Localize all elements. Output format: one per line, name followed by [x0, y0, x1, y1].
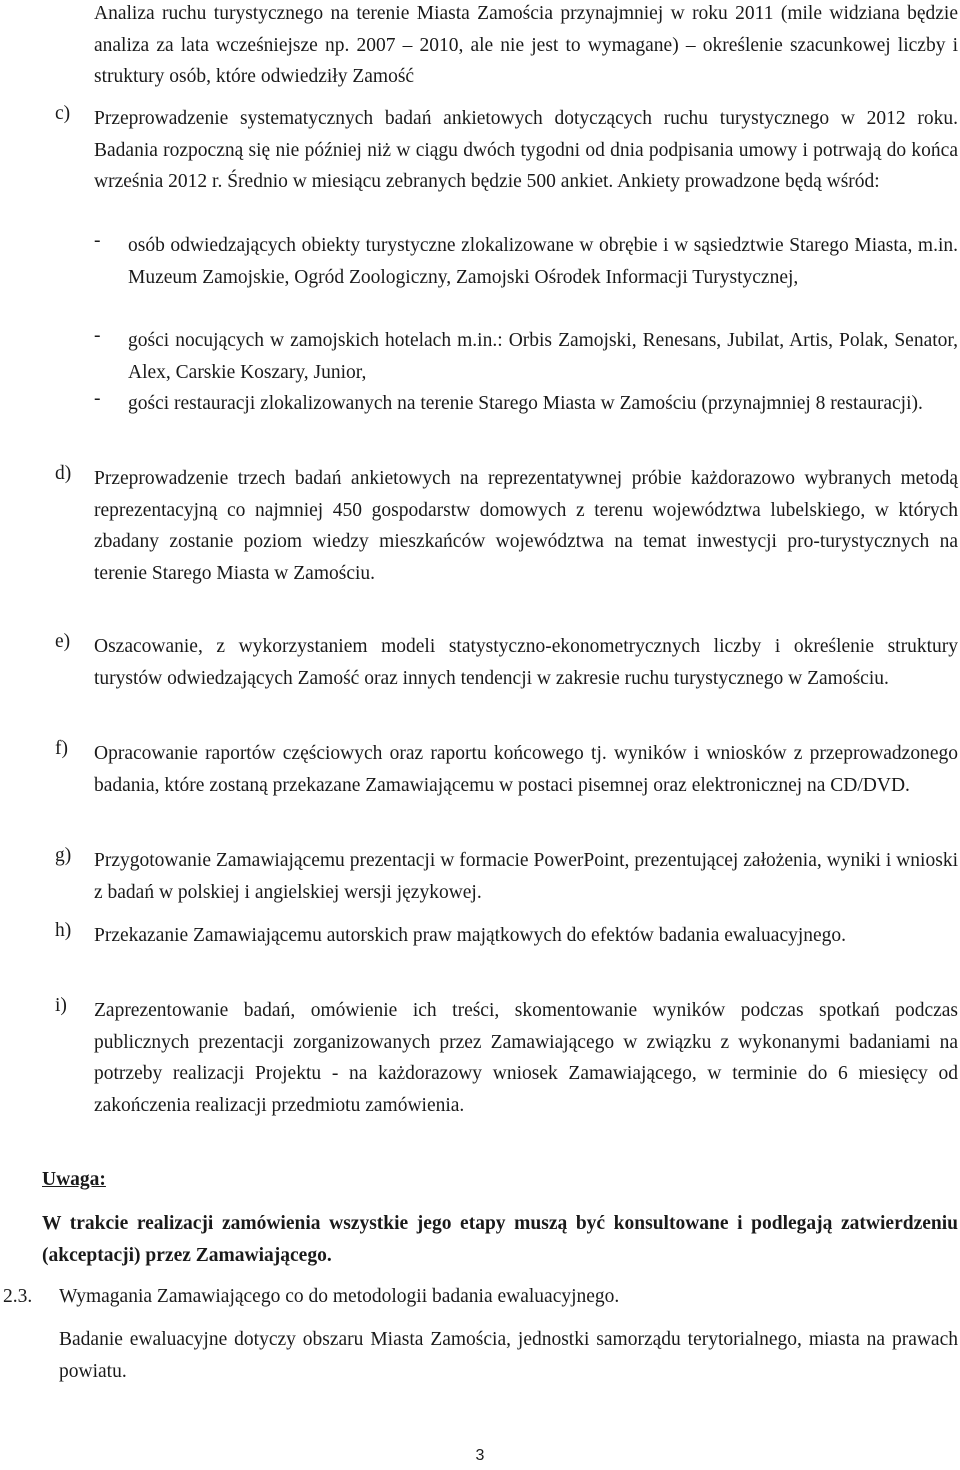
list-item-d	[55, 463, 958, 589]
list-label: h)	[55, 920, 72, 941]
note-text: W trakcie realizacji zamówienia wszystkie jego etapy muszą być konsultowane i podlegają zatwierdzeniu (akceptacji) przez Zamawiającego.	[42, 1213, 958, 1266]
section-number: 2.3.	[3, 1286, 33, 1307]
bullet-text: gości restauracji zlokalizowanych na terenie Starego Miasta w Zamościu (przynajmniej 8 restauracji).	[128, 393, 923, 414]
list-label: i)	[55, 995, 67, 1016]
bullet-item	[94, 230, 958, 293]
list-text: Zaprezentowanie badań, omówienie ich treści, skomentowanie wyników podczas spotkań podczas publicznych prezentacji zorganizowanych przez Zamawiającego w związku z wykonanymi badaniami na potrzeby realizacji Projektu - na każdorazowy wniosek Zamawiającego, w terminie do 6 miesięcy od zakończenia realizacji przedmiotu zamówienia.	[94, 1000, 958, 1116]
list-text: Oszacowanie, z wykorzystaniem modeli statystyczno-ekonometrycznych liczby i określenie struktury turystów odwiedzających Zamość oraz innych tendencji w zakresie ruchu turystycznego w Zamościu.	[94, 636, 958, 689]
list-label: g)	[55, 845, 72, 866]
list-label: d)	[55, 463, 72, 484]
note-heading: Uwaga:	[42, 1169, 106, 1190]
bullet-item	[94, 388, 958, 420]
bullet-dash: -	[94, 230, 101, 251]
bullet-dash: -	[94, 388, 101, 409]
list-text: Przygotowanie Zamawiającemu prezentacji w formacie PowerPoint, prezentującej założenia, wyniki i wnioski z badań w polskiej i angielskiej wersji językowej.	[94, 850, 958, 903]
list-label: e)	[55, 631, 71, 652]
bullet-text: osób odwiedzających obiekty turystyczne zlokalizowane w obrębie i w sąsiedztwie Starego Miasta, m.in. Muzeum Zamojskie, Ogród Zoologiczny, Zamojski Ośrodek Informacji Turystycznej,	[128, 235, 958, 288]
list-item-c	[55, 103, 958, 198]
bullet-text: gości nocujących w zamojskich hotelach m.in.: Orbis Zamojski, Renesans, Jubilat, Artis, Polak, Senator, Alex, Carskie Koszary, Junior,	[128, 330, 958, 383]
bullet-dash: -	[94, 325, 101, 346]
intro-paragraph: Analiza ruchu turystycznego na terenie Miasta Zamościa przynajmniej w roku 2011 (mile widziana będzie analiza za lata wcześniejsze np. 2007 – 2010, ale nie jest to wymagane) – określenie szacunkowej liczby i struktury osób, które odwiedziły Zamość	[94, 3, 958, 88]
list-item-e	[55, 631, 958, 694]
page-number: 3	[475, 1447, 485, 1464]
list-label: f)	[55, 738, 68, 759]
list-label: c)	[55, 103, 71, 124]
section-title: Wymagania Zamawiającego co do metodologii badania ewaluacyjnego.	[59, 1286, 620, 1307]
bullet-item	[94, 325, 958, 388]
list-text: Przeprowadzenie systematycznych badań ankietowych dotyczących ruchu turystycznego w 2012 roku. Badania rozpoczną się nie później niż w ciągu dwóch tygodni od dnia podpisania umowy i potrwają do końca września 2012 r. Średnio w miesiącu zebranych będzie 500 ankiet. Ankiety prowadzone będą wśród:	[94, 108, 958, 193]
list-item-i	[55, 995, 958, 1121]
list-text: Opracowanie raportów częściowych oraz raportu końcowego tj. wyników i wniosków z przeprowadzonego badania, które zostaną przekazane Zamawiającemu w postaci pisemnej oraz elektronicznej na CD/DVD.	[94, 743, 958, 796]
list-item-f	[55, 738, 958, 801]
list-item-h	[55, 920, 958, 952]
section-heading	[3, 1283, 958, 1311]
list-item-g	[55, 845, 958, 908]
list-text: Przeprowadzenie trzech badań ankietowych na reprezentatywnej próbie każdorazowo wybranych metodą reprezentacyjną co najmniej 450 gospodarstw domowych z terenu województwa lubelskiego, w których zbadany zostanie poziom wiedzy mieszkańców województwa na temat inwestycji pro-turystycznych na terenie Starego Miasta w Zamościu.	[94, 468, 958, 584]
list-text: Przekazanie Zamawiającemu autorskich praw majątkowych do efektów badania ewaluacyjnego.	[94, 925, 847, 946]
section-paragraph: Badanie ewaluacyjne dotyczy obszaru Miasta Zamościa, jednostki samorządu terytorialnego, miasta na prawach powiatu.	[59, 1329, 958, 1382]
